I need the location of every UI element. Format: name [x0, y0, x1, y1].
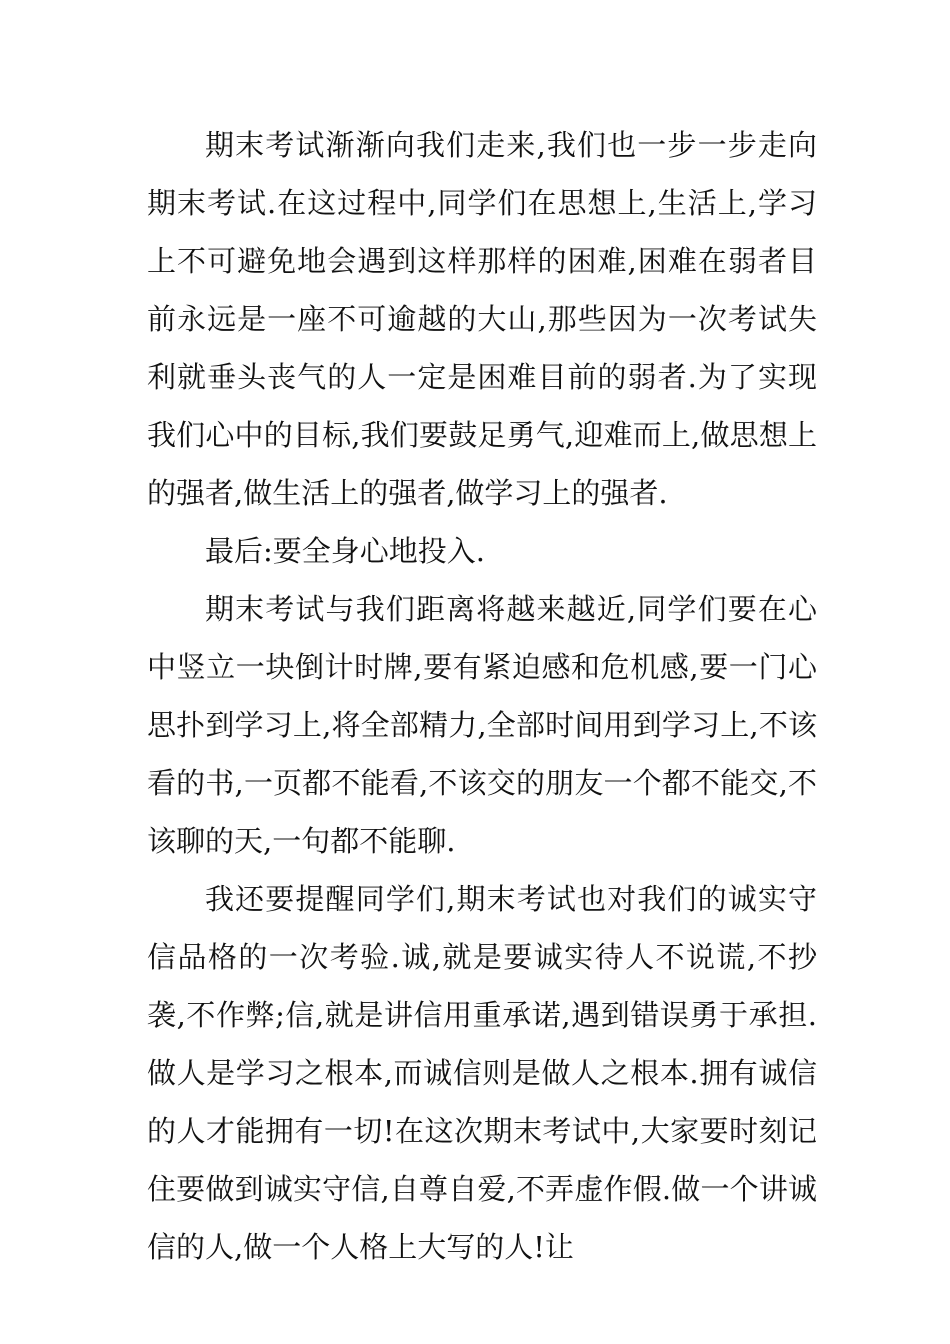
- paragraph-1: 期末考试渐渐向我们走来,我们也一步一步走向期末考试.在这过程中,同学们在思想上,生活上,学习上不可避免地会遇到这样那样的困难,困难在弱者目前永远是一座不可逾越的大山,那些因为一次考试失利就垂头丧气的人一定是困难目前的弱者.为了实现我们心中的目标,我们要鼓足勇气,迎难而上,做思想上的强者,做生活上的强者,做学习上的强者.: [147, 128, 817, 510]
- paragraph-2: 最后:要全身心地投入.: [205, 534, 485, 568]
- paragraph-4: 我还要提醒同学们,期末考试也对我们的诚实守信品格的一次考验.诚,就是要诚实待人不说谎,不抄袭,不作弊;信,就是讲信用重承诺,遇到错误勇于承担.做人是学习之根本,而诚信则是做人之根本.拥有诚信的人才能拥有一切!在这次期末考试中,大家要时刻记住要做到诚实守信,自尊自爱,不弄虚作假.做一个讲诚信的人,做一个人格上大写的人!让: [147, 882, 817, 1264]
- paragraph-3: 期末考试与我们距离将越来越近,同学们要在心中竖立一块倒计时牌,要有紧迫感和危机感,要一门心思扑到学习上,将全部精力,全部时间用到学习上,不该看的书,一页都不能看,不该交的朋友一个都不能交,不该聊的天,一句都不能聊.: [147, 592, 817, 858]
- document-body: [147, 116, 817, 1276]
